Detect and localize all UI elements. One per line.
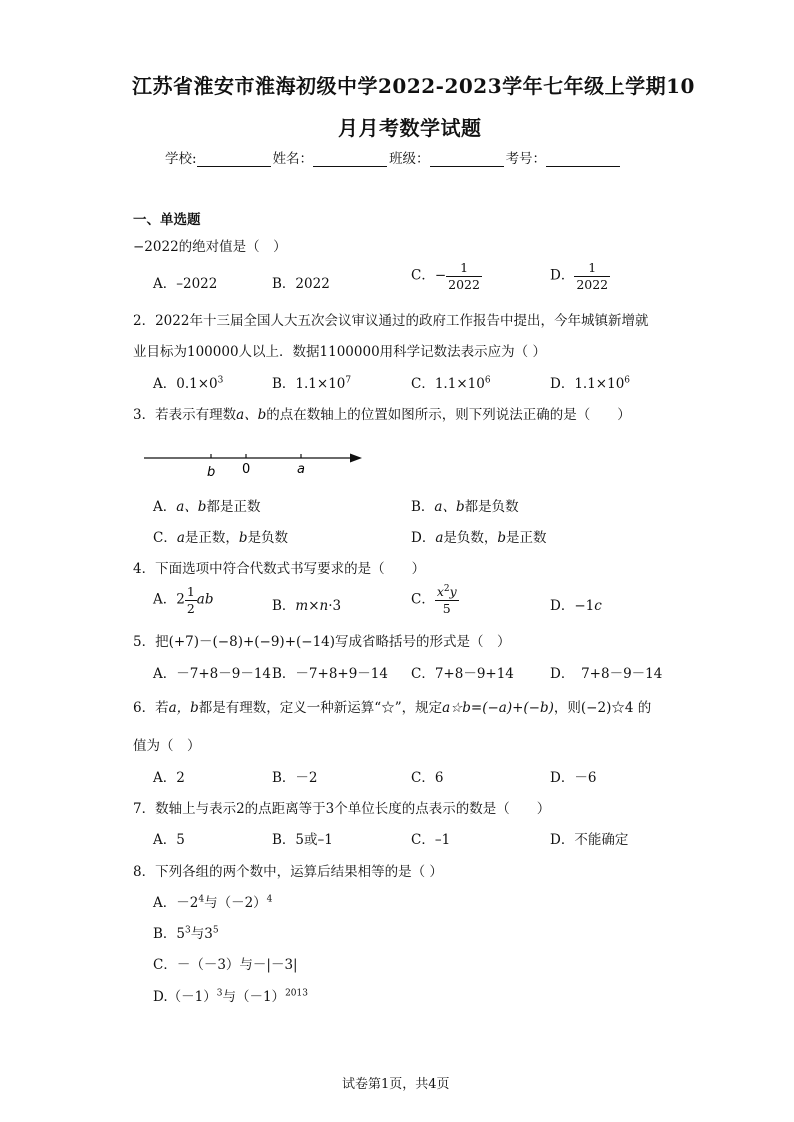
exponent: 2013 (285, 988, 308, 999)
q8-option-c: C．－（－3）与－|－3| (153, 957, 298, 973)
q8-option-b (153, 922, 219, 942)
stem-part: 3．若表示有理数 (133, 407, 237, 423)
question-8-stem: 8．下列各组的两个数中，运算后结果相等的是（ ） (133, 864, 443, 880)
school-blank[interactable] (197, 153, 271, 167)
page-title-line-2: 月月考数学试题 (338, 116, 482, 140)
variables: a、b (176, 499, 207, 515)
option-text: 是正数 (506, 530, 547, 546)
option-text: 是正数， (184, 530, 239, 546)
option-value: 2022 (295, 276, 330, 292)
student-info-row (165, 147, 622, 167)
question-5-stem: 5．把(+7)－(−8)+(−9)+(−14)写成省略括号的形式是（ ） (133, 634, 511, 650)
option-letter: D． (411, 530, 436, 546)
question-2-line-2: 业目标为100000人以上．数据1100000用科学记数法表示应为（ ） (133, 344, 546, 360)
section-heading: 一、单选题 (133, 212, 201, 228)
operation-rule: a☆b=(−a)+(−b) (442, 700, 554, 716)
exponent: 3 (216, 988, 223, 999)
option-text: 与3 (190, 926, 213, 942)
option-text: D.（－1） (153, 989, 217, 1005)
option-letter: D． (550, 267, 575, 284)
page-title-line-1: 江苏省淮安市淮海初级中学2022-2023学年七年级上学期10 (132, 74, 695, 98)
operator: ·3 (328, 598, 342, 614)
exponent: 4 (198, 894, 205, 905)
school-label: 学校: (165, 151, 197, 167)
option-letter: B． (272, 376, 296, 392)
option-letter: A． (153, 591, 177, 608)
q8-option-d (153, 985, 308, 1005)
option-text: 与（－1） (222, 989, 286, 1005)
denominator: 5 (442, 600, 451, 616)
variable-y: y (449, 584, 457, 599)
option-letter: B． (411, 499, 435, 515)
variable-b: b (497, 530, 507, 546)
option-value: –2022 (176, 276, 218, 292)
option-letter: D． (550, 376, 575, 392)
q3-option-c (153, 526, 288, 546)
option-letter: A． (153, 276, 177, 292)
stem-part: 6．若 (133, 700, 169, 716)
option-letter: C． (153, 530, 177, 546)
number-label: 考号： (505, 151, 547, 167)
number-line-figure (140, 445, 370, 480)
option-text: 都是正数 (206, 499, 261, 515)
variable-a: a (176, 530, 185, 546)
option-letter: C． (411, 591, 435, 608)
question-2-line-1: 2．2022年十三届全国人大五次会议审议通过的政府工作报告中提出，今年城镇新增就 (133, 313, 649, 329)
variables: a、b (236, 407, 267, 423)
page-footer: 试卷第1页，共4页 (342, 1077, 450, 1092)
exponent: 4 (266, 894, 273, 905)
stem-part: 都是有理数，定义一种新运算“☆”，规定 (198, 700, 443, 716)
q7-option-a: A．5 (153, 832, 185, 848)
variable-c: c (594, 598, 602, 614)
exponent: 7 (345, 375, 352, 386)
option-letter: C． (411, 376, 435, 392)
fraction (574, 260, 610, 292)
expression: (−2)☆4 (580, 700, 634, 716)
q8-option-a (153, 891, 272, 911)
label-b: b (207, 465, 216, 480)
q1-option-b (272, 272, 330, 292)
fraction (185, 584, 197, 616)
numerator: 1 (186, 584, 195, 599)
question-1-text: −2022的绝对值是（ ） (133, 239, 287, 255)
option-value: 1.1×10 (434, 376, 485, 392)
q2-option-c (411, 372, 491, 392)
exponent: 3 (217, 375, 224, 386)
numerator: 1 (574, 260, 610, 277)
q2-option-d (550, 372, 630, 392)
option-text: 是负数， (443, 530, 498, 546)
exponent: 3 (185, 925, 191, 936)
numerator (435, 584, 459, 601)
fraction (435, 584, 459, 616)
q5-option-a: A．－7+8－9－14 (153, 666, 272, 682)
number-blank[interactable] (546, 153, 620, 167)
q6-option-b: B．－2 (272, 770, 318, 786)
q6-option-a: A．2 (153, 770, 185, 786)
option-letter: A． (153, 376, 177, 392)
variables: ab (196, 591, 214, 608)
coefficient: −1 (574, 598, 595, 614)
number-line-arrow-icon (350, 454, 362, 463)
option-text: 是负数 (247, 530, 289, 546)
option-text: 与（－2） (204, 895, 267, 911)
stem-part: 的 (637, 700, 652, 716)
variable-m: m (295, 598, 309, 614)
q5-option-c: C．7+8－9+14 (411, 666, 514, 682)
denominator: 2022 (448, 276, 480, 292)
label-zero: 0 (242, 462, 251, 477)
variable-b: b (238, 530, 248, 546)
stem-part: ，则 (553, 700, 581, 716)
variables: a，b (168, 700, 199, 716)
exponent: 2 (443, 583, 450, 594)
q1-option-c (411, 260, 482, 292)
q3-option-b (411, 495, 519, 515)
q5-option-b: B．－7+8+9－14 (272, 666, 388, 682)
q1-option-d (550, 260, 610, 292)
numerator: 1 (446, 260, 482, 277)
option-value: 0.1×0 (176, 376, 218, 392)
q6-option-c: C．6 (411, 770, 444, 786)
question-6-line-2: 值为（ ） (133, 738, 201, 754)
option-letter: D． (550, 598, 575, 614)
denominator: 2022 (576, 276, 609, 292)
option-value: 1.1×10 (574, 376, 625, 392)
operator: × (308, 598, 320, 614)
option-text: B．5 (153, 926, 186, 942)
class-label: 班级： (389, 151, 430, 167)
option-letter: A． (153, 499, 177, 515)
q2-option-b (272, 372, 351, 392)
variable-n: n (319, 598, 329, 614)
q4-option-a (153, 584, 214, 616)
q4-option-c (411, 584, 459, 616)
option-text: A．－2 (153, 895, 199, 911)
option-text: 都是负数 (464, 499, 519, 515)
question-1-stem (133, 235, 287, 255)
q7-option-b: B．5或–1 (272, 832, 333, 848)
exponent: 6 (484, 375, 491, 386)
exponent: 5 (212, 925, 219, 936)
name-label: 姓名： (272, 151, 314, 167)
option-letter: C． (411, 267, 435, 284)
label-a: a (297, 462, 305, 477)
minus-sign: − (434, 267, 447, 284)
whole-part: 2 (176, 591, 185, 608)
option-letter: B． (272, 598, 296, 614)
question-6-line-1 (133, 696, 651, 716)
q7-option-d: D．不能确定 (550, 832, 629, 848)
exponent: 6 (624, 375, 631, 386)
denominator: 2 (186, 600, 195, 616)
question-3-stem (133, 403, 631, 423)
q3-option-d (411, 526, 547, 546)
class-blank[interactable] (430, 153, 504, 167)
question-7-stem: 7．数轴上与表示2的点距离等于3个单位长度的点表示的数是（ ） (133, 801, 551, 817)
fraction (446, 260, 482, 292)
q5-option-d: D． 7+8－9－14 (550, 666, 663, 682)
q4-option-d (550, 594, 602, 614)
q3-option-a (153, 495, 260, 515)
q7-option-c: C．–1 (411, 832, 451, 848)
q6-option-d: D．－6 (550, 770, 597, 786)
variable-x: x (436, 584, 444, 599)
option-letter: B． (272, 276, 296, 292)
q4-option-b (272, 594, 341, 614)
name-blank[interactable] (313, 153, 387, 167)
q1-option-a (153, 272, 217, 292)
question-4-stem: 4．下面选项中符合代数式书写要求的是（ ） (133, 561, 426, 577)
stem-part: 的点在数轴上的位置如图所示，则下列说法正确的是（ ） (266, 407, 631, 423)
q2-option-a (153, 372, 223, 392)
option-value: 1.1×10 (295, 376, 346, 392)
variable-a: a (435, 530, 444, 546)
variables: a、b (434, 499, 465, 515)
